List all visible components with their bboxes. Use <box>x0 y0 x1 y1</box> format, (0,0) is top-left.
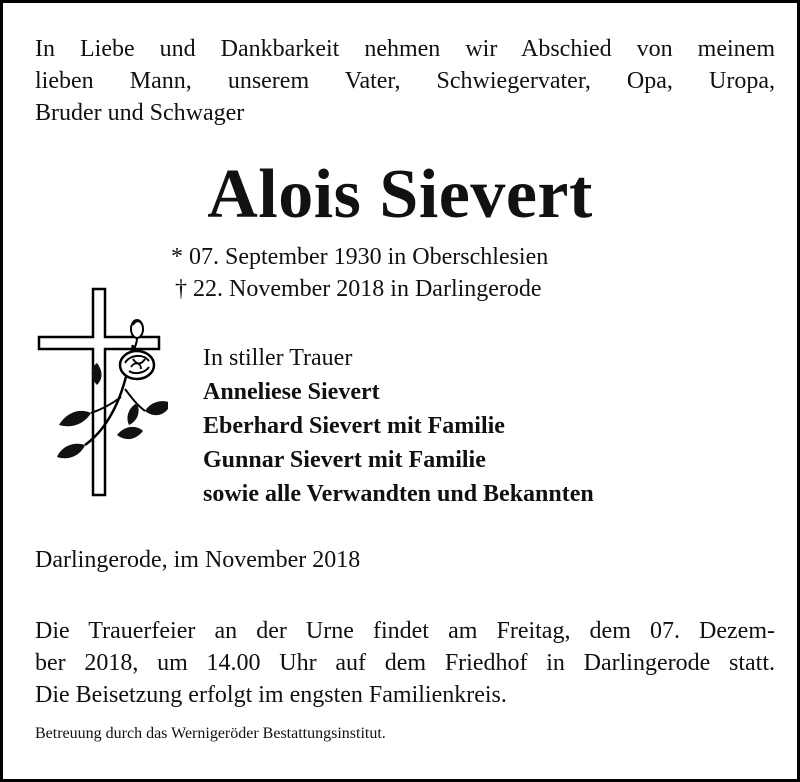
funeral-home-credit: Betreuung durch das Wernigeröder Bestattungsinstitut. <box>35 725 386 742</box>
life-dates <box>171 241 548 305</box>
mourners-block <box>203 341 594 511</box>
birth-date: * 07. September 1930 in Oberschlesien <box>171 244 549 270</box>
mourner-name: Anneliese Sievert <box>203 379 380 405</box>
mourner-name: Gunnar Sievert mit Familie <box>203 447 486 473</box>
funeral-line: Die Trauerfeier an der Urne findet am Freitag, dem 07. Dezem- <box>35 618 775 644</box>
intro-line: In Liebe und Dankbarkeit nehmen wir Abschied von meinem <box>35 36 775 62</box>
mourners-heading: In stiller Trauer <box>203 345 353 371</box>
intro-line: Bruder und Schwager <box>35 100 245 126</box>
deceased-name: Alois Sievert <box>207 156 593 233</box>
mourner-name: Eberhard Sievert mit Familie <box>203 413 505 439</box>
place-and-date: Darlingerode, im November 2018 <box>35 547 361 573</box>
intro-text <box>35 33 775 129</box>
mourner-name: sowie alle Verwandten und Bekannten <box>203 481 594 507</box>
funeral-info <box>35 615 775 711</box>
cross-with-rose-icon <box>33 285 168 500</box>
intro-line: lieben Mann, unserem Vater, Schwiegervater, Opa, Uropa, <box>35 68 775 94</box>
funeral-line: ber 2018, um 14.00 Uhr auf dem Friedhof in Darlingerode statt. <box>35 650 775 676</box>
funeral-line: Die Beisetzung erfolgt im engsten Familienkreis. <box>35 682 507 708</box>
death-date: † 22. November 2018 in Darlingerode <box>175 276 542 302</box>
